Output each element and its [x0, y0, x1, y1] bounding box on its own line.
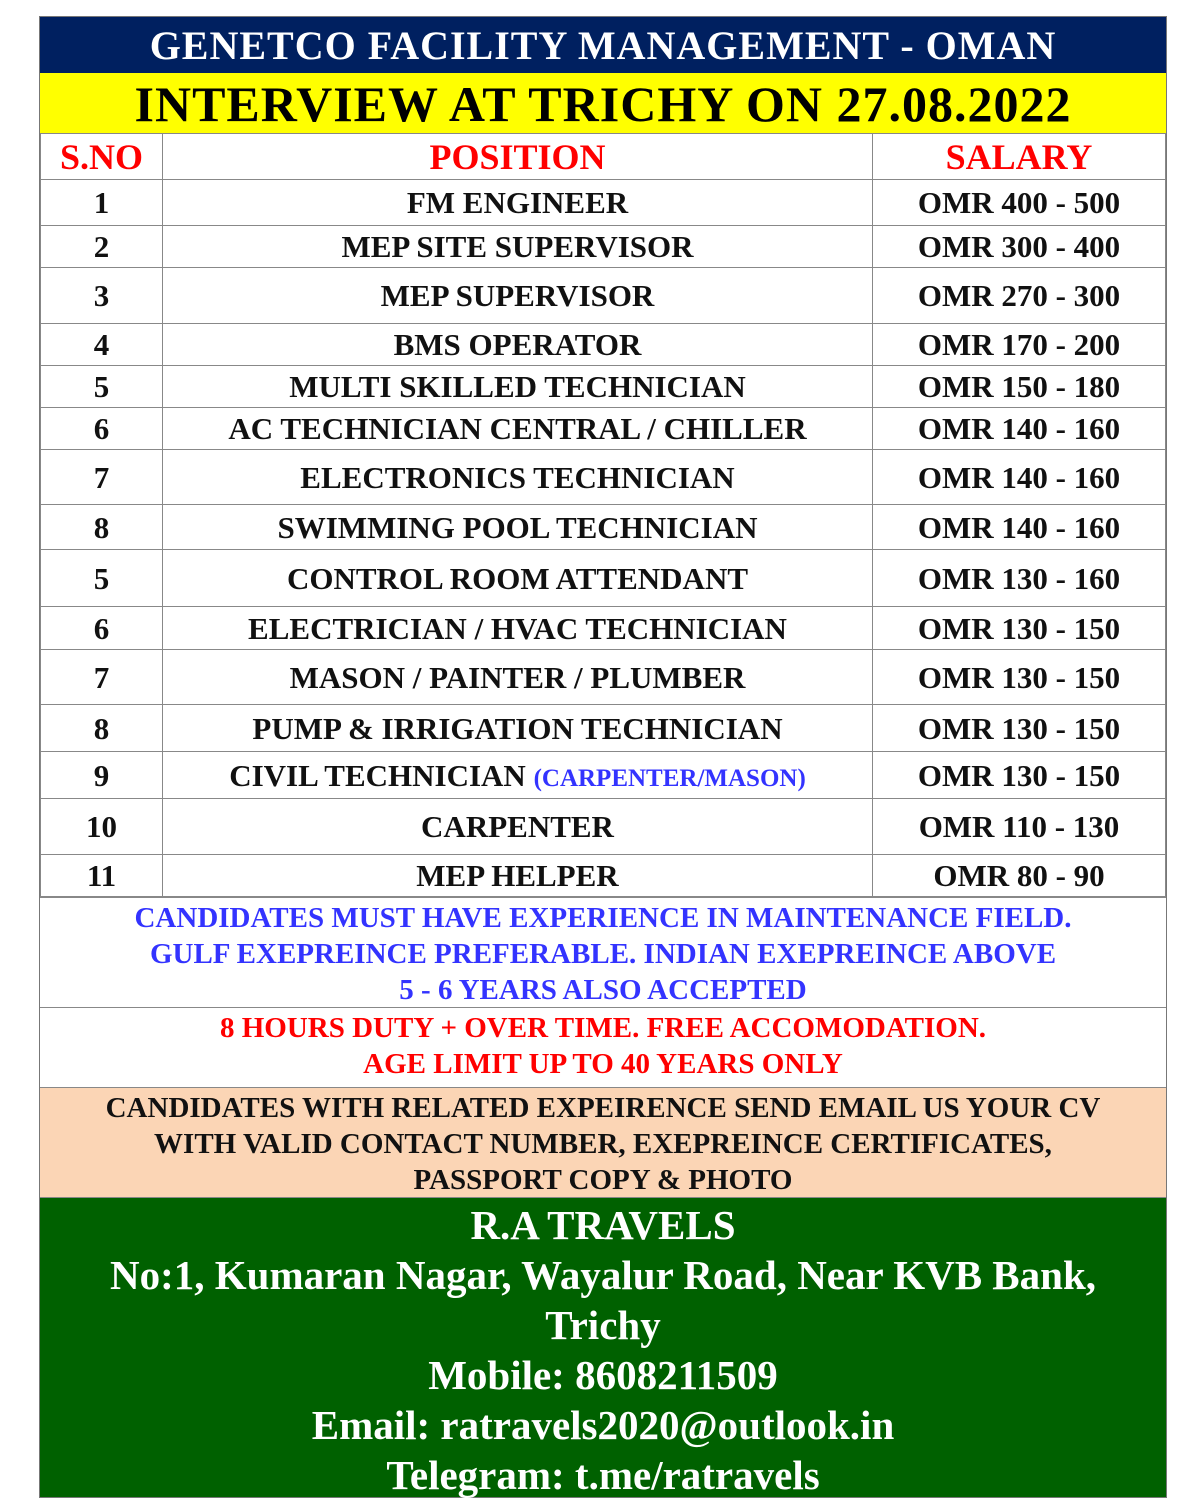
- position-cell: [163, 268, 873, 324]
- table-row: [41, 505, 1166, 550]
- sno-cell: 9: [41, 752, 163, 799]
- position-name: PUMP & IRRIGATION TECHNICIAN: [252, 710, 783, 746]
- position-name: ELECTRICIAN / HVAC TECHNICIAN: [248, 610, 787, 646]
- sno-cell: 8: [41, 705, 163, 752]
- sno-cell: 11: [41, 855, 163, 897]
- note-line: CANDIDATES WITH RELATED EXPEIRENCE SEND EMAIL US YOUR CV: [105, 1092, 1101, 1124]
- sno-cell: 5: [41, 366, 163, 408]
- salary-cell: OMR 130 - 150: [873, 607, 1166, 650]
- sno-cell: 4: [41, 324, 163, 366]
- benefits-note: [40, 1007, 1166, 1087]
- note-line: WITH VALID CONTACT NUMBER, EXEPREINCE CERTIFICATES,: [154, 1128, 1052, 1160]
- mobile: Mobile: 8608211509: [428, 1352, 778, 1398]
- position-cell: [163, 180, 873, 226]
- position-name: MASON / PAINTER / PLUMBER: [289, 659, 746, 695]
- position-note: (CARPENTER/MASON): [533, 764, 806, 792]
- table-header-row: [41, 134, 1166, 180]
- salary-cell: OMR 140 - 160: [873, 408, 1166, 450]
- salary-cell: OMR 140 - 160: [873, 505, 1166, 550]
- position-cell: [163, 799, 873, 855]
- table-row: [41, 705, 1166, 752]
- position-name: MEP HELPER: [416, 858, 619, 893]
- note-line: CANDIDATES MUST HAVE EXPERIENCE IN MAINTENANCE FIELD.: [134, 902, 1072, 934]
- experience-note: [40, 897, 1166, 1007]
- note-line: 8 HOURS DUTY + OVER TIME. FREE ACCOMODATION.: [219, 1012, 987, 1044]
- position-name: MEP SITE SUPERVISOR: [341, 229, 694, 264]
- table-row: [41, 799, 1166, 855]
- position-cell: [163, 650, 873, 705]
- position-name: CONTROL ROOM ATTENDANT: [286, 560, 749, 596]
- table-row: [41, 180, 1166, 226]
- job-poster: [39, 16, 1167, 1498]
- table-row: [41, 366, 1166, 408]
- column-header-sno: S.NO: [41, 134, 163, 180]
- position-cell: [163, 226, 873, 268]
- interview-banner: INTERVIEW AT TRICHY ON 27.08.2022: [40, 73, 1166, 133]
- column-header-position: POSITION: [163, 134, 873, 180]
- table-row: [41, 226, 1166, 268]
- position-cell: [163, 705, 873, 752]
- salary-cell: OMR 270 - 300: [873, 268, 1166, 324]
- salary-cell: OMR 400 - 500: [873, 180, 1166, 226]
- position-name: BMS OPERATOR: [393, 327, 642, 362]
- position-name: SWIMMING POOL TECHNICIAN: [277, 509, 758, 545]
- positions-table: [40, 133, 1166, 897]
- salary-cell: OMR 130 - 150: [873, 650, 1166, 705]
- position-name: ELECTRONICS TECHNICIAN: [300, 459, 735, 495]
- table-row: [41, 268, 1166, 324]
- sno-cell: 8: [41, 505, 163, 550]
- table-row: [41, 450, 1166, 505]
- salary-cell: OMR 130 - 150: [873, 752, 1166, 799]
- sno-cell: 10: [41, 799, 163, 855]
- table-row: [41, 650, 1166, 705]
- sno-cell: 7: [41, 450, 163, 505]
- position-name: MULTI SKILLED TECHNICIAN: [289, 369, 746, 404]
- position-cell: [163, 408, 873, 450]
- position-name: AC TECHNICIAN CENTRAL / CHILLER: [228, 411, 807, 446]
- position-cell: [163, 752, 873, 799]
- address-city: Trichy: [545, 1302, 661, 1348]
- note-line: PASSPORT COPY & PHOTO: [413, 1164, 793, 1196]
- position-cell: [163, 450, 873, 505]
- salary-cell: OMR 110 - 130: [873, 799, 1166, 855]
- position-name: CIVIL TECHNICIAN: [229, 757, 526, 793]
- contact-block: [40, 1197, 1166, 1497]
- salary-cell: OMR 150 - 180: [873, 366, 1166, 408]
- table-row: [41, 855, 1166, 897]
- sno-cell: 6: [41, 607, 163, 650]
- note-line: GULF EXEPREINCE PREFERABLE. INDIAN EXEPREINCE ABOVE: [149, 938, 1057, 970]
- sno-cell: 6: [41, 408, 163, 450]
- sno-cell: 1: [41, 180, 163, 226]
- salary-cell: OMR 140 - 160: [873, 450, 1166, 505]
- address-line: No:1, Kumaran Nagar, Wayalur Road, Near KVB Bank,: [109, 1252, 1097, 1298]
- table-row: [41, 752, 1166, 799]
- note-line: AGE LIMIT UP TO 40 YEARS ONLY: [363, 1048, 843, 1080]
- position-cell: [163, 366, 873, 408]
- company-title: GENETCO FACILITY MANAGEMENT - OMAN: [40, 17, 1166, 73]
- sno-cell: 2: [41, 226, 163, 268]
- email: Email: ratravels2020@outlook.in: [311, 1402, 895, 1448]
- salary-cell: OMR 130 - 160: [873, 550, 1166, 607]
- salary-cell: OMR 130 - 150: [873, 705, 1166, 752]
- position-cell: [163, 324, 873, 366]
- salary-cell: OMR 300 - 400: [873, 226, 1166, 268]
- table-row: [41, 324, 1166, 366]
- table-row: [41, 607, 1166, 650]
- position-name: MEP SUPERVISOR: [380, 278, 655, 313]
- agency-name: R.A TRAVELS: [470, 1202, 736, 1248]
- sno-cell: 5: [41, 550, 163, 607]
- position-cell: [163, 855, 873, 897]
- note-line: 5 - 6 YEARS ALSO ACCEPTED: [399, 974, 807, 1006]
- apply-instructions: [40, 1087, 1166, 1197]
- position-cell: [163, 505, 873, 550]
- table-row: [41, 408, 1166, 450]
- sno-cell: 7: [41, 650, 163, 705]
- salary-cell: OMR 170 - 200: [873, 324, 1166, 366]
- column-header-salary: SALARY: [873, 134, 1166, 180]
- sno-cell: 3: [41, 268, 163, 324]
- salary-cell: OMR 80 - 90: [873, 855, 1166, 897]
- position-cell: [163, 607, 873, 650]
- position-name: CARPENTER: [421, 809, 614, 844]
- telegram: Telegram: t.me/ratravels: [386, 1452, 820, 1498]
- position-cell: [163, 550, 873, 607]
- table-row: [41, 550, 1166, 607]
- position-name: FM ENGINEER: [406, 185, 629, 220]
